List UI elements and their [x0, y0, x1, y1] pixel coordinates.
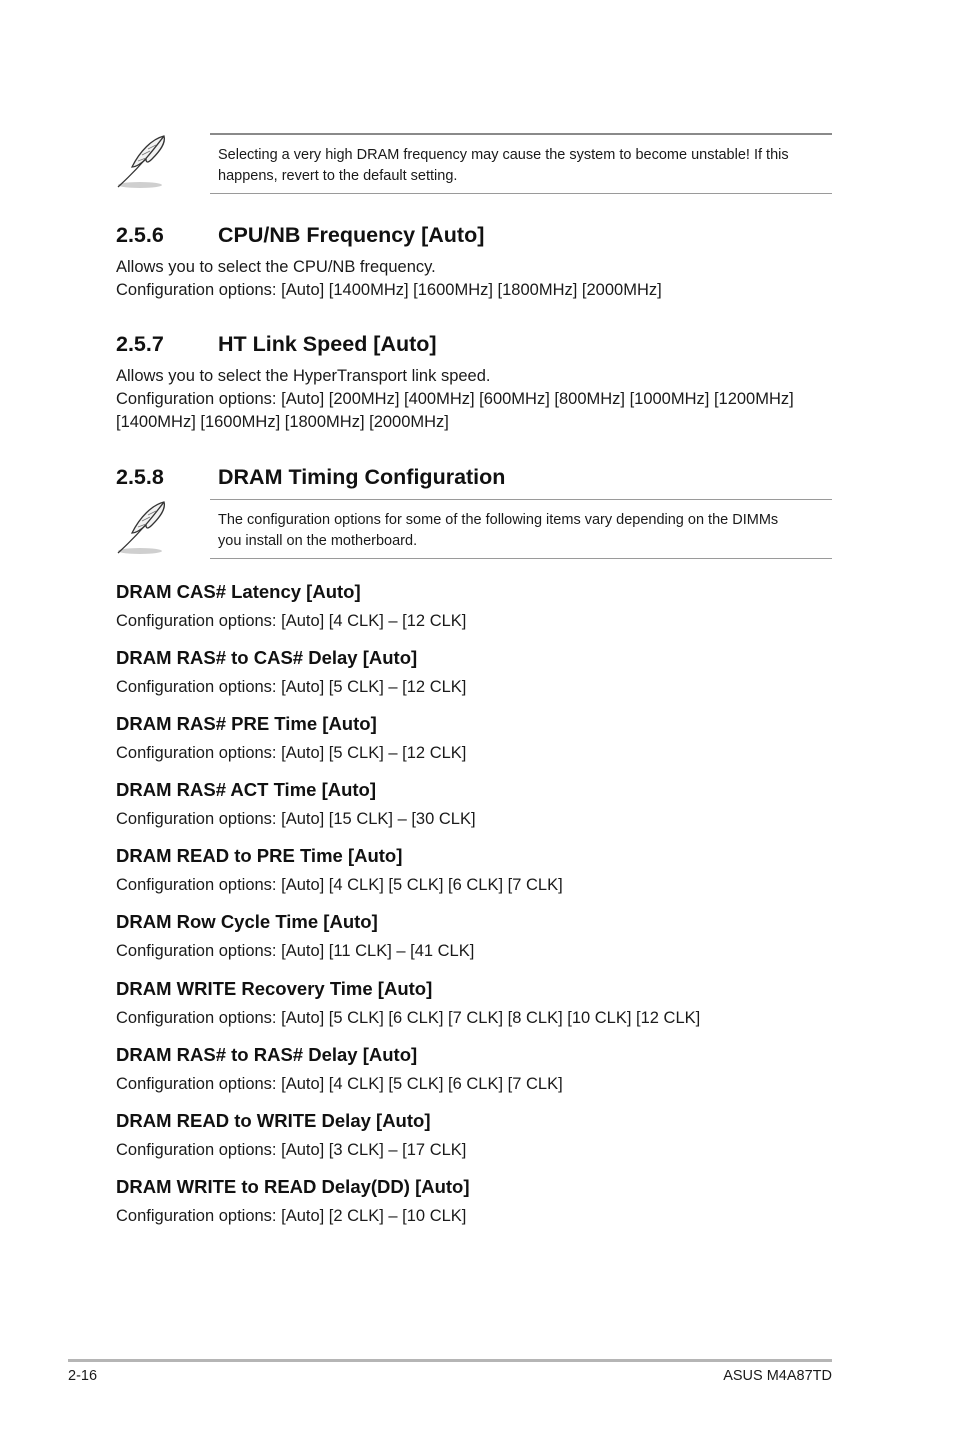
note-line: you install on the motherboard.	[218, 532, 418, 549]
note-line: The configuration options for some of the following items vary depending on the DIMMs	[218, 512, 779, 528]
feather-quill-icon	[112, 499, 174, 557]
item-title: DRAM RAS# PRE Time [Auto]	[116, 713, 377, 734]
note-bottom-rule	[210, 193, 832, 194]
item-options: Configuration options: [Auto] [5 CLK] [6 CLK] [7 CLK] [8 CLK] [10 CLK] [12 CLK]	[116, 1009, 701, 1027]
item-title: DRAM READ to PRE Time [Auto]	[116, 845, 403, 866]
para-line: Configuration options: [Auto] [200MHz] [400MHz] [600MHz] [800MHz] [1000MHz] [1200MHz]	[116, 390, 794, 408]
section-number: 2.5.7	[116, 332, 164, 356]
item-options: Configuration options: [Auto] [11 CLK] – [41 CLK]	[116, 942, 475, 960]
section-heading-ht-link-speed	[116, 332, 437, 357]
item-title: DRAM CAS# Latency [Auto]	[116, 581, 361, 602]
section-title: CPU/NB Frequency [Auto]	[218, 223, 485, 247]
section-number: 2.5.8	[116, 465, 164, 489]
item-options: Configuration options: [Auto] [4 CLK] – [12 CLK]	[116, 612, 467, 630]
item-dram-ras-to-ras-delay	[116, 1043, 836, 1095]
note-bottom-rule	[210, 558, 832, 559]
section-heading-dram-timing	[116, 465, 505, 490]
item-title: DRAM RAS# to RAS# Delay [Auto]	[116, 1044, 418, 1065]
item-title: DRAM RAS# ACT Time [Auto]	[116, 779, 377, 800]
para-line: [1400MHz] [1600MHz] [1800MHz] [2000MHz]	[116, 413, 449, 431]
para-line: Configuration options: [Auto] [1400MHz] [1600MHz] [1800MHz] [2000MHz]	[116, 281, 662, 299]
item-dram-write-recovery-time	[116, 977, 836, 1029]
item-options: Configuration options: [Auto] [4 CLK] [5 CLK] [6 CLK] [7 CLK]	[116, 876, 563, 894]
section-title: HT Link Speed [Auto]	[218, 332, 437, 356]
item-title: DRAM READ to WRITE Delay [Auto]	[116, 1110, 431, 1131]
item-options: Configuration options: [Auto] [15 CLK] – [30 CLK]	[116, 810, 476, 828]
item-dram-ras-act-time	[116, 778, 836, 830]
item-title: DRAM WRITE to READ Delay(DD) [Auto]	[116, 1176, 470, 1197]
item-options: Configuration options: [Auto] [2 CLK] – [10 CLK]	[116, 1207, 467, 1225]
note-text	[218, 145, 822, 186]
item-dram-read-to-pre-time	[116, 844, 836, 896]
note-top-rule	[210, 499, 832, 500]
note-top-rule	[210, 133, 832, 135]
item-title: DRAM RAS# to CAS# Delay [Auto]	[116, 647, 418, 668]
section-heading-cpu-nb-frequency	[116, 223, 484, 248]
section-title: DRAM Timing Configuration	[218, 465, 506, 489]
note-text	[218, 510, 822, 551]
item-options: Configuration options: [Auto] [3 CLK] – [17 CLK]	[116, 1141, 467, 1159]
item-dram-ras-pre-time	[116, 712, 836, 764]
note-box-dimm-options	[112, 499, 832, 561]
item-options: Configuration options: [Auto] [5 CLK] – [12 CLK]	[116, 744, 467, 762]
footer-rule	[68, 1359, 832, 1362]
para-line: Allows you to select the CPU/NB frequency.	[116, 258, 436, 276]
item-dram-row-cycle-time	[116, 910, 836, 962]
item-dram-ras-to-cas-delay	[116, 646, 836, 698]
item-options: Configuration options: [Auto] [4 CLK] [5 CLK] [6 CLK] [7 CLK]	[116, 1075, 563, 1093]
note-box-dram-frequency	[112, 133, 832, 195]
section-number: 2.5.6	[116, 223, 164, 247]
item-options: Configuration options: [Auto] [5 CLK] – [12 CLK]	[116, 678, 467, 696]
note-line: happens, revert to the default setting.	[218, 167, 458, 184]
feather-quill-icon	[112, 133, 174, 191]
item-title: DRAM WRITE Recovery Time [Auto]	[116, 978, 433, 999]
note-line: Selecting a very high DRAM frequency may cause the system to become unstable! If this	[218, 147, 789, 163]
item-dram-cas-latency	[116, 580, 836, 632]
ht-link-description	[116, 365, 836, 434]
para-line: Allows you to select the HyperTransport link speed.	[116, 367, 491, 385]
page-number: 2-16	[68, 1368, 98, 1384]
cpu-nb-description	[116, 256, 836, 302]
item-dram-read-to-write-delay	[116, 1109, 836, 1161]
item-dram-write-to-read-delay	[116, 1175, 836, 1227]
item-title: DRAM Row Cycle Time [Auto]	[116, 911, 378, 932]
product-name: ASUS M4A87TD	[723, 1368, 832, 1384]
